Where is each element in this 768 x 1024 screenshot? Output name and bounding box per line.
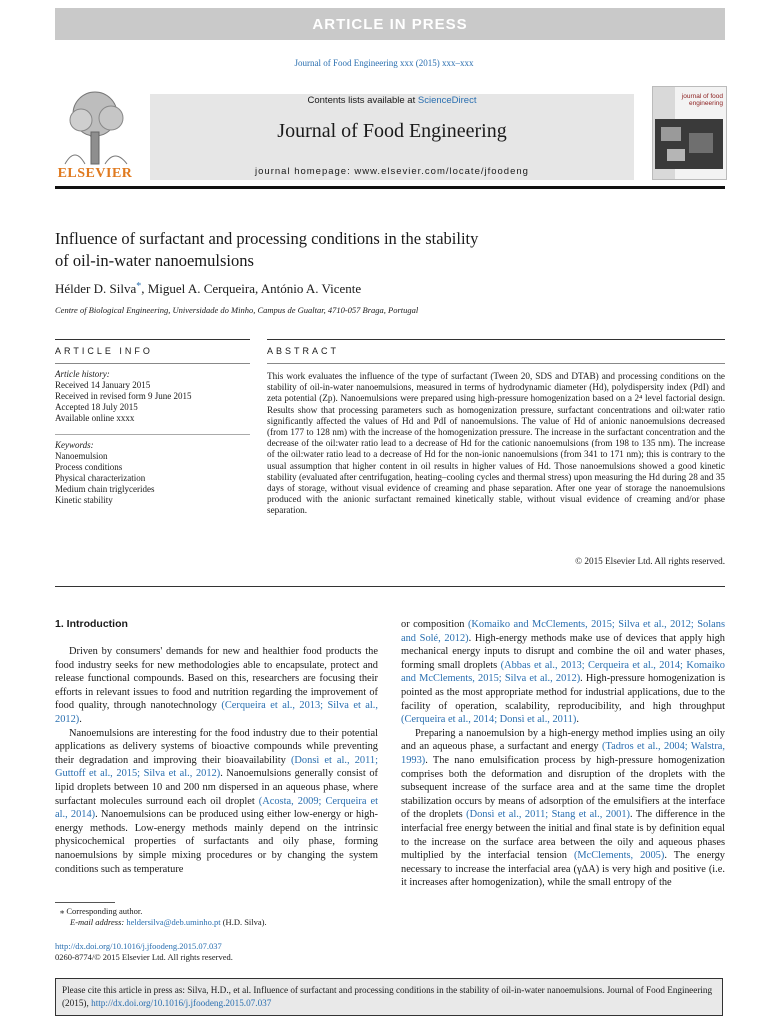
citation-link[interactable]: (Cerqueira et al., 2013; Silva et al., 2012)	[55, 700, 378, 725]
abstract-bottom-rule	[55, 586, 725, 587]
abstract-top-rule	[267, 339, 725, 340]
article-in-press-banner: ARTICLE IN PRESS	[55, 8, 725, 40]
keyword: Physical characterization	[55, 473, 146, 483]
email-label: E-mail address:	[70, 917, 127, 927]
abstract-rule	[267, 363, 725, 364]
author-list	[55, 281, 361, 297]
contents-line	[150, 95, 634, 106]
intro-paragraph-2-cont: or composition (Komaiko and McClements, 2015; Silva et al., 2012; Solans and Solé, 2012). High-energy methods make use of devices that apply high mechanical energy inputs to disrupt and combine the oil and water phases, forming small droplets (Abbas et al., 2013; Cerqueira et al., 2014; Komaiko and McClements, 2015; Silva et al., 2012). High-pressure homogenization is pointed as the most appropriate method for industrial applications, due to the facility of operation, scalability, reproducibility, and high throughput (Cerqueira et al., 2014; Donsì et al., 2011).	[401, 619, 725, 726]
issn-line: 0260-8774/© 2015 Elsevier Ltd. All rights reserved.	[55, 952, 233, 962]
intro-text: . The energy necessary to increase the interfacial area (γΔA) is very high and positive (i.e. it increases after homogenization), while the small entropy of the	[401, 850, 725, 889]
citation-link[interactable]: (Donsì et al., 2011; Guttoff et al., 2015; Silva et al., 2012)	[55, 754, 378, 780]
cite-this-article-box	[55, 978, 723, 1016]
keywords-label: Keywords:	[55, 440, 94, 450]
doi-link[interactable]: http://dx.doi.org/10.1016/j.jfoodeng.2015.07.037	[55, 941, 222, 951]
other-authors: , Miguel A. Cerqueira, António A. Vicente	[141, 281, 362, 296]
elsevier-tree-icon	[55, 86, 135, 166]
publisher-name: ELSEVIER	[57, 166, 133, 181]
history-item: Received in revised form 9 June 2015	[55, 391, 192, 401]
keyword: Kinetic stability	[55, 495, 113, 505]
email-line	[60, 917, 380, 928]
history-item: Available online xxxx	[55, 413, 135, 423]
sciencedirect-link[interactable]: ScienceDirect	[417, 95, 477, 106]
intro-text: Nanoemulsions are interesting for the food industry due to their potential applications as delivery systems of bioactive compounds while preventing their degradation and improving their bioavailability	[55, 727, 378, 766]
intro-text: Driven by consumers' demands for new and healthier food products the food industry seeks for new methodologies able to encapsulate, protect and release functional compounds. Based on this, researchers are focusing their efforts in relevant issues to food and nutrition regarding the improvement of food quality, through nanotechnology	[55, 646, 378, 712]
intro-text: . The nano emulsification process by high-pressure homogenization comprises both the deformation and disruption of the droplets with the subsequent increase of the surface area and at the same time the droplet stabilization occurs by means of adsorption of the emulsifiers at the interface of the droplets	[401, 754, 725, 821]
intro-text: . Nanoemulsions can be produced using either low-energy or high-energy methods. Low-energy methods mainly depend on the intrinsic physicochemical properties of surfactants and oily phase, forming nanoemulsions by simple mixing procedures or by changing the system conditions such as temperature	[55, 809, 378, 875]
citation-link[interactable]: (Tadros et al., 2004; Walstra, 1993)	[401, 741, 725, 766]
keyword: Process conditions	[55, 462, 123, 472]
intro-text: . High-energy methods make use of devices that apply high mechanical energy inputs to disrupt and combine the oil and water phases, forming small droplets	[401, 632, 725, 671]
article-info-rule	[55, 363, 250, 364]
keyword: Medium chain triglycerides	[55, 484, 155, 494]
right-column	[401, 618, 725, 890]
keywords-rule	[55, 434, 250, 435]
header-divider	[55, 186, 725, 189]
article-info-heading: ARTICLE INFO	[55, 346, 153, 356]
citation-link[interactable]: (Cerqueira et al., 2014; Donsì et al., 2011)	[401, 714, 577, 726]
left-column	[55, 645, 378, 876]
journal-homepage[interactable]: journal homepage: www.elsevier.com/locate/jfoodeng	[255, 166, 529, 177]
keyword: Nanoemulsion	[55, 451, 108, 461]
abstract-heading: ABSTRACT	[267, 346, 340, 356]
abstract-copyright: © 2015 Elsevier Ltd. All rights reserved.	[575, 556, 725, 566]
history-item: Received 14 January 2015	[55, 380, 151, 390]
intro-text: . Nanoemulsions generally consist of lipid droplets between 10 and 200 nm dispersed in an aqueous phase, where surfactant molecules surround each oil droplet	[55, 768, 378, 807]
history-item: Accepted 18 July 2015	[55, 402, 138, 412]
article-info-top-rule	[55, 339, 250, 340]
citation-link[interactable]: (Abbas et al., 2013; Cerqueira et al., 2014; Komaiko and McClements, 2015; Silva et al., 2012)	[401, 659, 725, 685]
journal-cover-image	[652, 86, 727, 180]
elsevier-logo	[55, 86, 135, 166]
intro-paragraph-1: Driven by consumers' demands for new and healthier food products the food industry seeks for new methodologies able to encapsulate, protect and release functional compounds. Based on this, researchers are focusing their efforts in relevant issues to food and nutrition regarding the improvement of food quality, through nanotechnology (Cerqueira et al., 2013; Silva et al., 2012).	[55, 646, 378, 725]
contents-prefix: Contents lists available at	[307, 95, 418, 106]
email-link[interactable]: heldersilva@deb.uminho.pt	[126, 917, 221, 927]
journal-reference-link[interactable]: Journal of Food Engineering xxx (2015) xxx–xxx	[294, 58, 474, 68]
article-title-line-2: of oil-in-water nanoemulsions	[55, 251, 254, 270]
email-suffix: (H.D. Silva).	[220, 917, 267, 927]
section-heading-introduction: 1. Introduction	[55, 618, 128, 630]
cover-journal-title: journal of food engineering	[681, 93, 723, 107]
abstract-text: This work evaluates the influence of the type of surfactant (Tween 20, SDS and DTAB) and processing conditions on the stability of oil-in-water nanoemulsions, measured in terms of hydrodynamic diameter (Hd), polydispersity index (PdI) and zeta potential (Zp). Nanoemulsions were prepared using high-pressure homogenization based on a 2⁴ level factorial design. Results show that processing parameters such as homogenization pressure, surfactant concentrations and oil:water ratio significantly affected the values of Hd and PdI of nanoemulsions. The value of Hd of anionic nanoemulsions decreased (from 177 to 128 nm) with the increase of the homogenization pressure. The increase in the surfactant concentration and the decrease of the oil:water ratio lead to a decrease of Hd for the cationic nanoemulsions (from 198 to 135 nm). The increase of the oil:water ratio lead to a decrease of Hd for the non-ionic nanoemulsions (from 341 to 171 nm); this is contrary to the usual assumption that higher content in oil results in higher values of Hd. Those nanoemulsions showed a good kinetic stability (evaluated after centrifugation, heating–cooling cycles and thermal stress) upon measuring the Hd during 28 and 35 days of storage, without visual evidence of creaming and phase separation. After one year of storage the nanoemulsions produced with the anionic surfactant remained kinetically stable, without visual evidence of creaming and/or phase separation.	[267, 371, 725, 516]
keywords	[55, 440, 250, 506]
intro-paragraph-3	[401, 727, 725, 890]
corresponding-author-mark[interactable]: *	[136, 281, 142, 292]
journal-title: Journal of Food Engineering	[277, 120, 507, 142]
article-title-line-1: Influence of surfactant and processing conditions in the stability	[55, 229, 479, 248]
article-title	[55, 228, 615, 272]
article-history	[55, 369, 250, 424]
citation-text: Please cite this article in press as: Silva, H.D., et al. Influence of surfactant and processing conditions in the stability of oil-in-water nanoemulsions. Journal of Food Engineering (2015),	[62, 985, 713, 1008]
citation-link[interactable]: (Komaiko and McClements, 2015; Silva et al., 2012; Solans and Solé, 2012)	[401, 619, 725, 644]
intro-text: Preparing a nanoemulsion by a high-energy method implies using an oily and an aqueous phase, a surfactant and energy	[401, 727, 725, 753]
author-1: Hélder D. Silva	[55, 281, 137, 296]
citation-link[interactable]: (McClements, 2005)	[573, 850, 665, 862]
intro-text: . The difference in the interfacial free energy between the initial and final state is by definition equal to the increase on the surface area between the oily and aqueous phases multiplied by the interfacial tension	[401, 809, 725, 862]
citation-link[interactable]: (Donsì et al., 2011; Stang et al., 2001)	[466, 809, 631, 821]
corresponding-author-note: ⁎ Corresponding author.	[60, 906, 143, 916]
intro-text: . High-pressure homogenization is pointed as the most appropriate method for industrial applications, due to the facility of operation, scalability, reproducibility, and high throughput	[401, 673, 725, 712]
intro-paragraph-2	[55, 727, 378, 877]
affiliation: Centre of Biological Engineering, Universidade do Minho, Campus de Gualtar, 4710-057 Braga, Portugal	[55, 305, 419, 315]
footnote	[60, 906, 380, 928]
history-label: Article history:	[55, 369, 110, 379]
footnote-rule	[55, 902, 115, 903]
citation-link[interactable]: (Acosta, 2009; Cerqueira et al., 2014)	[55, 795, 378, 821]
citation-doi-link[interactable]: http://dx.doi.org/10.1016/j.jfoodeng.2015.07.037	[91, 998, 272, 1008]
intro-text: or composition	[401, 619, 468, 630]
